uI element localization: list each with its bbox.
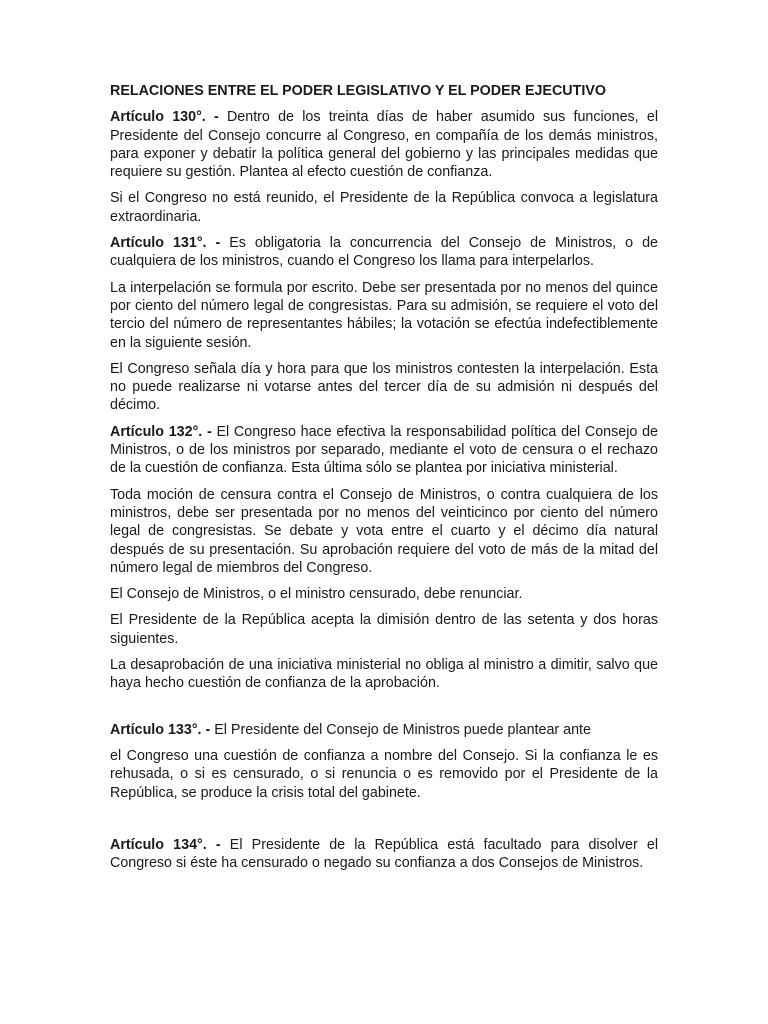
document-page [110, 82, 658, 880]
document-title: RELACIONES ENTRE EL PODER LEGISLATIVO Y EL PODER EJECUTIVO [110, 83, 606, 99]
article-131 [110, 234, 658, 271]
article-132 [110, 423, 658, 478]
article-132-text: El Congreso hace efectiva la responsabilidad política del Consejo de Ministros, o de los ministros por separado, mediante el voto de censura o el rechazo de la cuestión de confianza. Esta última sólo se plantea por iniciativa ministerial. [110, 423, 658, 477]
article-132-paragraph: Toda moción de censura contra el Consejo de Ministros, o contra cualquiera de los ministros, debe ser presentada por no menos del veinticinco por ciento del número legal de congresistas. Se debate y vota entre el cuarto y el décimo día natural después de su presentación. Su aprobación requiere del voto de más de la mitad del número legal de miembros del Congreso. [110, 486, 658, 576]
article-133 [110, 721, 658, 739]
article-132-paragraph: El Consejo de Ministros, o el ministro censurado, debe renunciar. [110, 586, 523, 603]
article-134 [110, 836, 658, 873]
article-130-label: Artículo 130°. - [110, 109, 219, 126]
article-130-text: Dentro de los treinta días de haber asumido sus funciones, el Presidente del Consejo concurre al Congreso, en compañía de los demás ministros, para exponer y debatir la política general del gobierno y las principales medidas que requiere su gestión. Plantea al efecto cuestión de confianza. [110, 109, 658, 181]
article-134-text: El Presidente de la República está facultado para disolver el Congreso si éste ha censurado o negado su confianza a dos Consejos de Ministros. [110, 836, 658, 872]
article-133-paragraph: el Congreso una cuestión de confianza a nombre del Consejo. Si la confianza le es rehusada, o si es censurado, o si renuncia o es removido por el Presidente de la República, se produce la crisis total del gabinete. [110, 747, 658, 801]
article-131-paragraph: La interpelación se formula por escrito. Debe ser presentada por no menos del quince por ciento del número legal de congresistas. Para su admisión, se requiere el voto del tercio del número de representantes hábiles; la votación se efectúa indefectiblemente en la siguiente sesión. [110, 279, 658, 351]
article-132-paragraph: La desaprobación de una iniciativa ministerial no obliga al ministro a dimitir, salvo que haya hecho cuestión de confianza de la aprobación. [110, 657, 658, 692]
article-130-paragraph: Si el Congreso no está reunido, el Presidente de la República convoca a legislatura extraordinaria. [110, 190, 658, 225]
article-132-paragraph: El Presidente de la República acepta la dimisión dentro de las setenta y dos horas siguientes. [110, 612, 658, 647]
article-133-label: Artículo 133°. - [110, 721, 211, 738]
article-134-label: Artículo 134°. - [110, 836, 221, 853]
article-130 [110, 108, 658, 181]
article-131-paragraph: El Congreso señala día y hora para que los ministros contesten la interpelación. Esta no puede realizarse ni votarse antes del tercer día de su admisión ni después del décimo. [110, 360, 658, 414]
article-132-label: Artículo 132°. - [110, 423, 212, 440]
article-131-text: Es obligatoria la concurrencia del Consejo de Ministros, o de cualquiera de los ministros, cuando el Congreso los llama para interpelarlos. [110, 235, 658, 270]
article-131-label: Artículo 131°. - [110, 235, 221, 252]
article-133-text: El Presidente del Consejo de Ministros puede plantear ante [210, 721, 591, 738]
